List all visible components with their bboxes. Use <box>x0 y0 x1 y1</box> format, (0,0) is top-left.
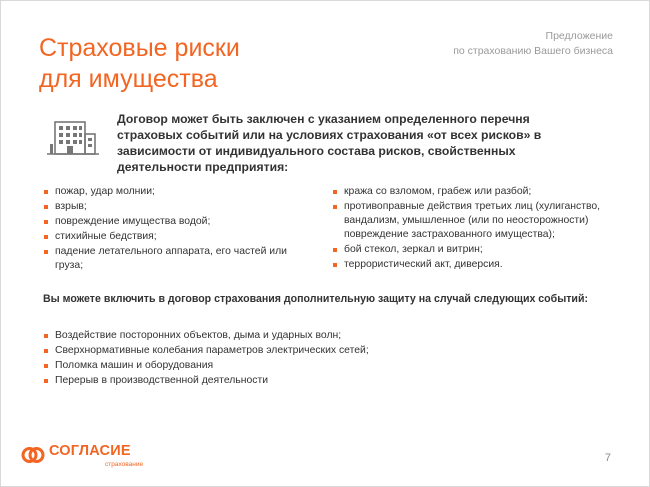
company-logo <box>21 441 181 471</box>
list-item: террористический акт, диверсия. <box>332 258 622 272</box>
list-item: бой стекол, зеркал и витрин; <box>332 243 622 257</box>
list-item: противоправные действия третьих лиц (хулиганство, вандализм, умышленное (или по неосторожности) повреждение застрахованного имущества); <box>332 200 622 242</box>
title-line-2: для имущества <box>39 65 218 93</box>
logo-mark-icon <box>21 443 45 467</box>
additional-risks-list <box>43 329 583 389</box>
header-note-line-1: Предложение <box>545 30 613 42</box>
lead-paragraph: Договор может быть заключен с указанием определенного перечня страховых событий или на условиях страхования «от всех рисков» в зависимости от индивидуального состава рисков, свойственных деятельности предприятия: <box>117 112 542 174</box>
list-item: повреждение имущества водой; <box>43 215 293 229</box>
page-number: 7 <box>604 452 611 464</box>
list-item: Воздействие посторонних объектов, дыма и ударных волн; <box>43 329 583 343</box>
title-line-1: Страховые риски <box>39 34 240 62</box>
logo-subtitle: страхование <box>105 461 144 468</box>
additional-protection-note: Вы можете включить в договор страхования дополнительную защиту на случай следующих событий: <box>43 293 588 305</box>
header-note <box>453 29 613 59</box>
header-note-line-2: по страхованию Вашего бизнеса <box>453 45 613 57</box>
list-item: падение летательного аппарата, его частей или груза; <box>43 245 293 273</box>
list-item: Сверхнормативные колебания параметров электрических сетей; <box>43 344 583 358</box>
page-title <box>39 33 240 95</box>
building-icon <box>45 116 101 156</box>
list-item: Поломка машин и оборудования <box>43 359 583 373</box>
risks-list-left <box>43 185 293 274</box>
list-item: стихийные бедствия; <box>43 230 293 244</box>
list-item: пожар, удар молнии; <box>43 185 293 199</box>
list-item: Перерыв в производственной деятельности <box>43 374 583 388</box>
logo-name: СОГЛАСИЕ <box>49 443 131 459</box>
risks-list-right <box>332 185 622 273</box>
list-item: взрыв; <box>43 200 293 214</box>
list-item: кража со взломом, грабеж или разбой; <box>332 185 622 199</box>
